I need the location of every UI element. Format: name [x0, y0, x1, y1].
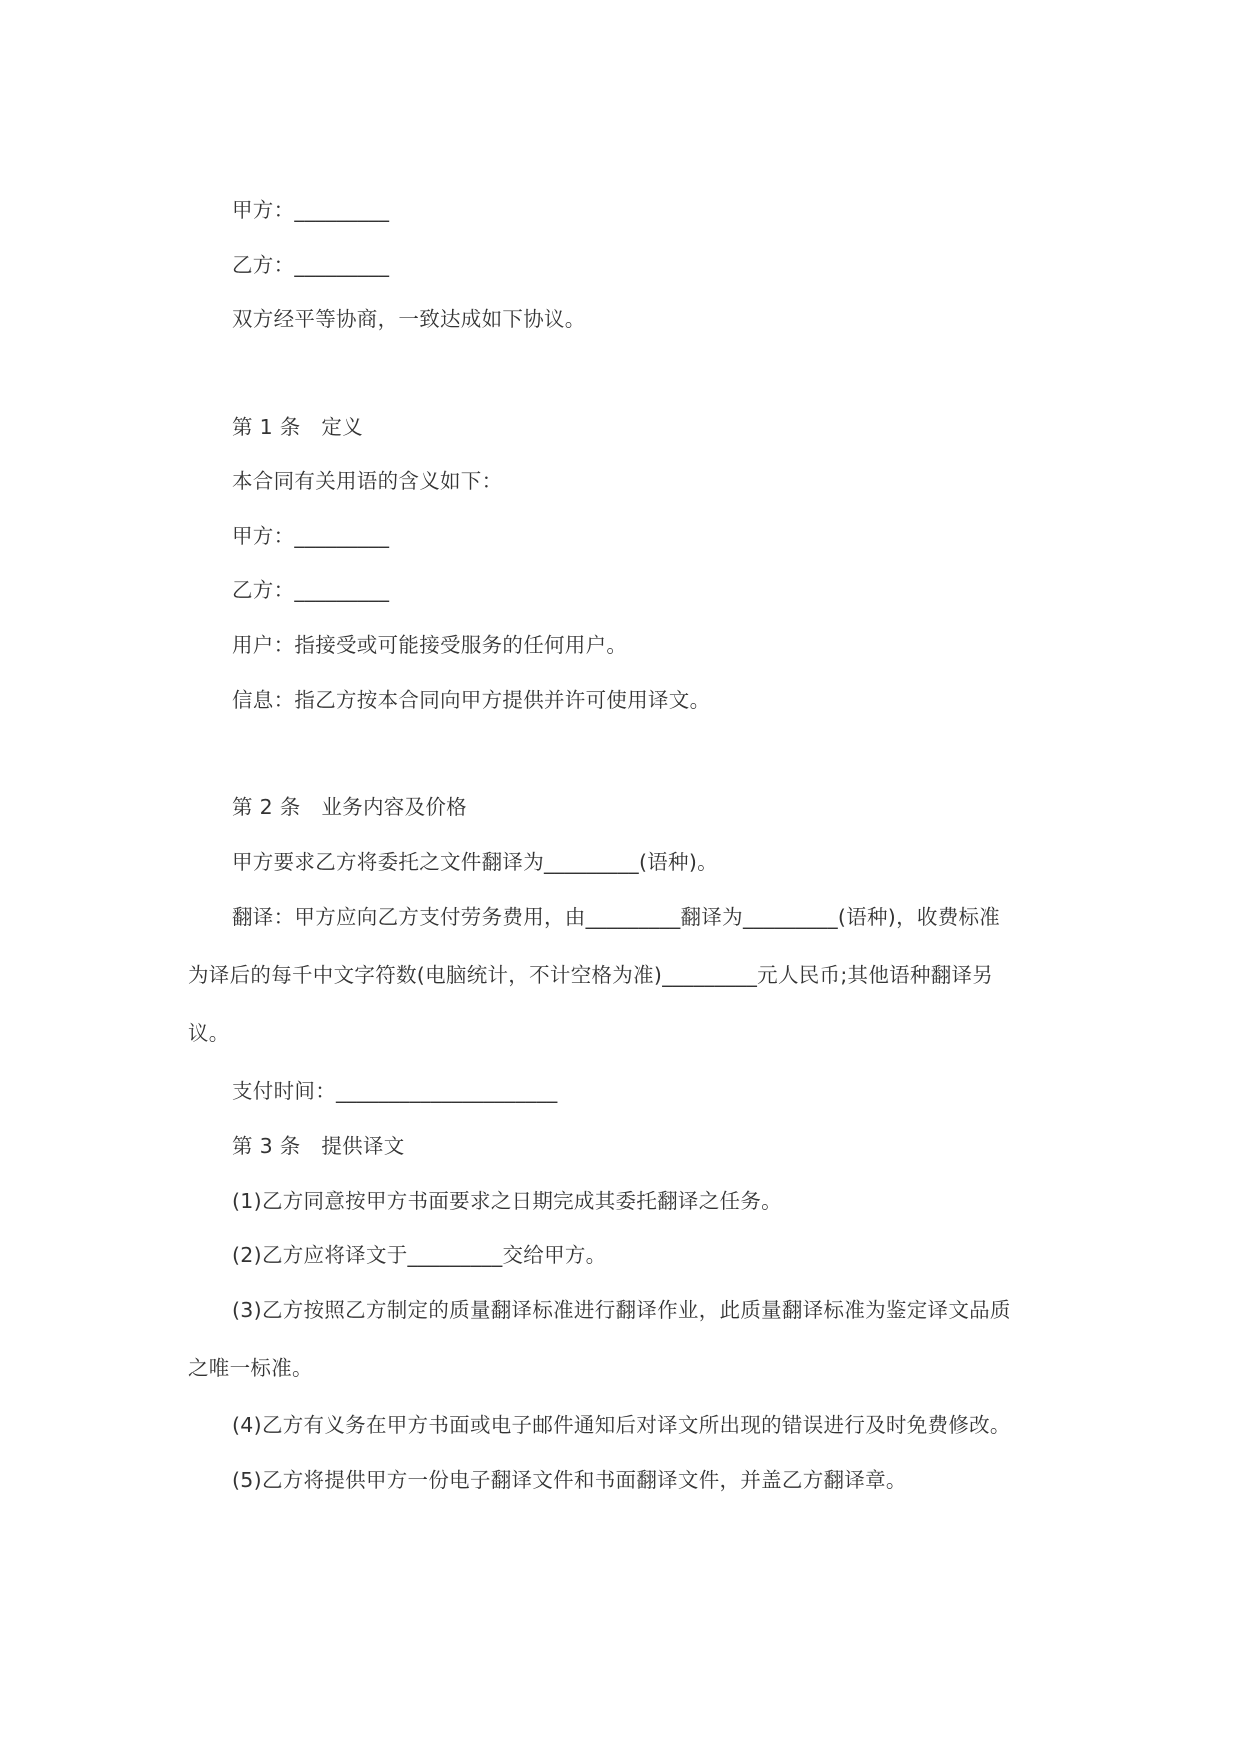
party-b-line: 乙方：_________ [232, 253, 390, 277]
clause-3-1: (1)乙方同意按甲方书面要求之日期完成其委托翻译之任务。 [232, 1189, 782, 1213]
definition-user: 用户：指接受或可能接受服务的任何用户。 [232, 633, 628, 657]
clause-3-3-line-2: 之唯一标准。 [188, 1356, 313, 1380]
clause-3-2: (2)乙方应将译文于_________交给甲方。 [232, 1243, 607, 1267]
definition-information: 信息：指乙方按本合同向甲方提供并许可使用译文。 [232, 688, 711, 712]
clause-3-4: (4)乙方有义务在甲方书面或电子邮件通知后对译文所出现的错误进行及时免费修改。 [232, 1413, 1011, 1437]
definitions-intro: 本合同有关用语的含义如下： [232, 469, 503, 493]
translation-fee-line-3: 议。 [188, 1021, 230, 1045]
translation-request: 甲方要求乙方将委托之文件翻译为_________(语种)。 [232, 850, 718, 874]
article-1-heading: 第 1 条 定义 [232, 415, 363, 439]
article-2-heading: 第 2 条 业务内容及价格 [232, 795, 467, 819]
article-3-heading: 第 3 条 提供译文 [232, 1134, 405, 1158]
payment-time: 支付时间：_____________________ [232, 1079, 558, 1103]
translation-fee-line-1: 翻译：甲方应向乙方支付劳务费用，由_________翻译为_________(语种)，收费标准 [232, 905, 1001, 929]
party-a-line: 甲方：_________ [232, 198, 390, 222]
definition-party-a: 甲方：_________ [232, 524, 390, 548]
definition-party-b: 乙方：_________ [232, 578, 390, 602]
clause-3-5: (5)乙方将提供甲方一份电子翻译文件和书面翻译文件，并盖乙方翻译章。 [232, 1468, 907, 1492]
clause-3-3-line-1: (3)乙方按照乙方制定的质量翻译标准进行翻译作业，此质量翻译标准为鉴定译文品质 [232, 1298, 1011, 1322]
agreement-intro: 双方经平等协商，一致达成如下协议。 [232, 307, 586, 331]
translation-fee-line-2: 为译后的每千中文字符数(电脑统计，不计空格为准)_________元人民币;其他语种翻译另 [188, 963, 994, 987]
